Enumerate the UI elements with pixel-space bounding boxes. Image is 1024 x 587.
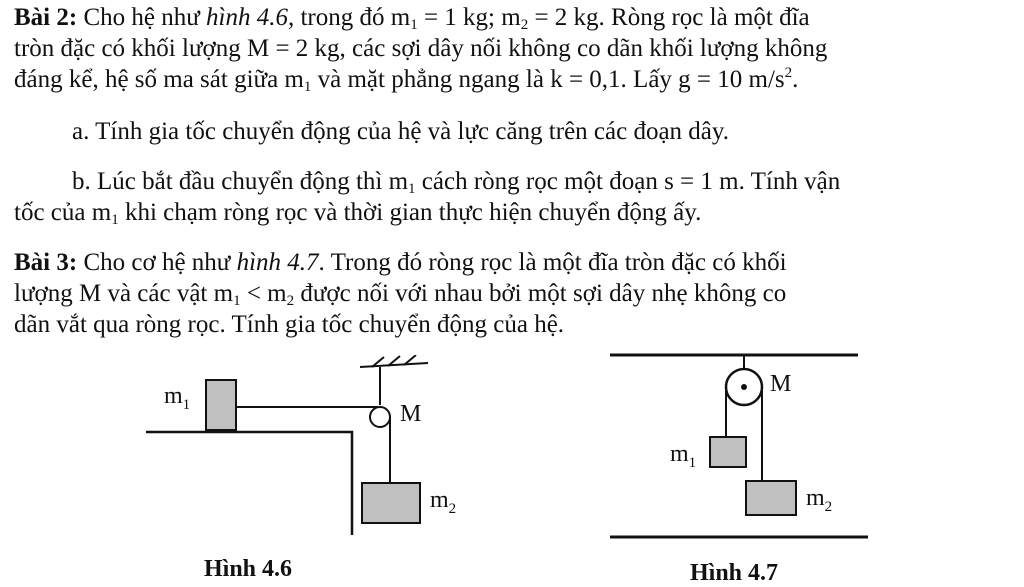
- label-m1: $m_1$: [164, 383, 191, 413]
- pulley-center: [741, 384, 747, 390]
- problem-3-label: Bài 3:: [14, 249, 78, 276]
- problem-2-line-3: đáng kể, hệ số ma sát giữa $m_1$ và mặt phẳng ngang là k = 0,1. Lấy g = 10 $m/s^2$.: [14, 65, 799, 95]
- problem-2-label: Bài 2:: [14, 4, 78, 31]
- problem-2-line-2: tròn đặc có khối lượng M = 2 kg, các sợi dây nối không co dãn khối lượng không: [14, 35, 828, 62]
- figure-4-6: [130, 355, 470, 545]
- block-m2: [746, 481, 796, 515]
- question-b: b. Lúc bắt đầu chuyển động thì $m_1$ cách ròng rọc một đoạn s = 1 m. Tính vận tốc của $m_1$ khi chạm ròng rọc và thời gian thực hiện chuyển động ấy.: [14, 168, 841, 228]
- label-m2: $m_2$: [430, 487, 457, 517]
- label-m2: $m_2$: [806, 485, 833, 515]
- pulley: [370, 407, 390, 427]
- figure-4-6-diagram: [130, 355, 470, 545]
- block-m1: [710, 437, 746, 467]
- figure-4-7-diagram: [600, 345, 870, 545]
- table-surface: [146, 432, 352, 535]
- ceiling-support: [360, 355, 428, 367]
- problem-3-line-1: Bài 3: Cho cơ hệ như hình 4.7. Trong đó ròng rọc là một đĩa tròn đặc có khối: [14, 249, 787, 276]
- label-pulley-mass: M: [400, 401, 422, 427]
- figure-reference: hình 4.6: [206, 4, 288, 31]
- caption-figure-4-7: Hình 4.7: [690, 560, 779, 586]
- label-m1: $m_1$: [670, 441, 697, 471]
- question-a: a. Tính gia tốc chuyển động của hệ và lực căng trên các đoạn dây.: [72, 118, 730, 145]
- problem-2-line-1: Bài 2: Cho hệ như hình 4.6, trong đó $m_1 = 1$ kg; $m_2 = 2$ kg. Ròng rọc là một đĩa: [14, 4, 810, 33]
- problem-3-line-2: lượng M và các vật $m_1 < m_2$ được nối với nhau bởi một sợi dây nhẹ không co: [14, 280, 787, 309]
- block-m1: [206, 380, 236, 430]
- block-m2: [362, 483, 420, 523]
- label-pulley-mass: M: [770, 371, 792, 397]
- problem-2: [14, 2, 1004, 95]
- caption-figure-4-6: Hình 4.6: [204, 556, 293, 582]
- problem-3: [14, 247, 1004, 340]
- problem-3-line-3: dãn vắt qua ròng rọc. Tính gia tốc chuyển động của hệ.: [14, 311, 565, 338]
- figure-reference: hình 4.7: [236, 249, 319, 276]
- figure-4-7: [600, 345, 870, 545]
